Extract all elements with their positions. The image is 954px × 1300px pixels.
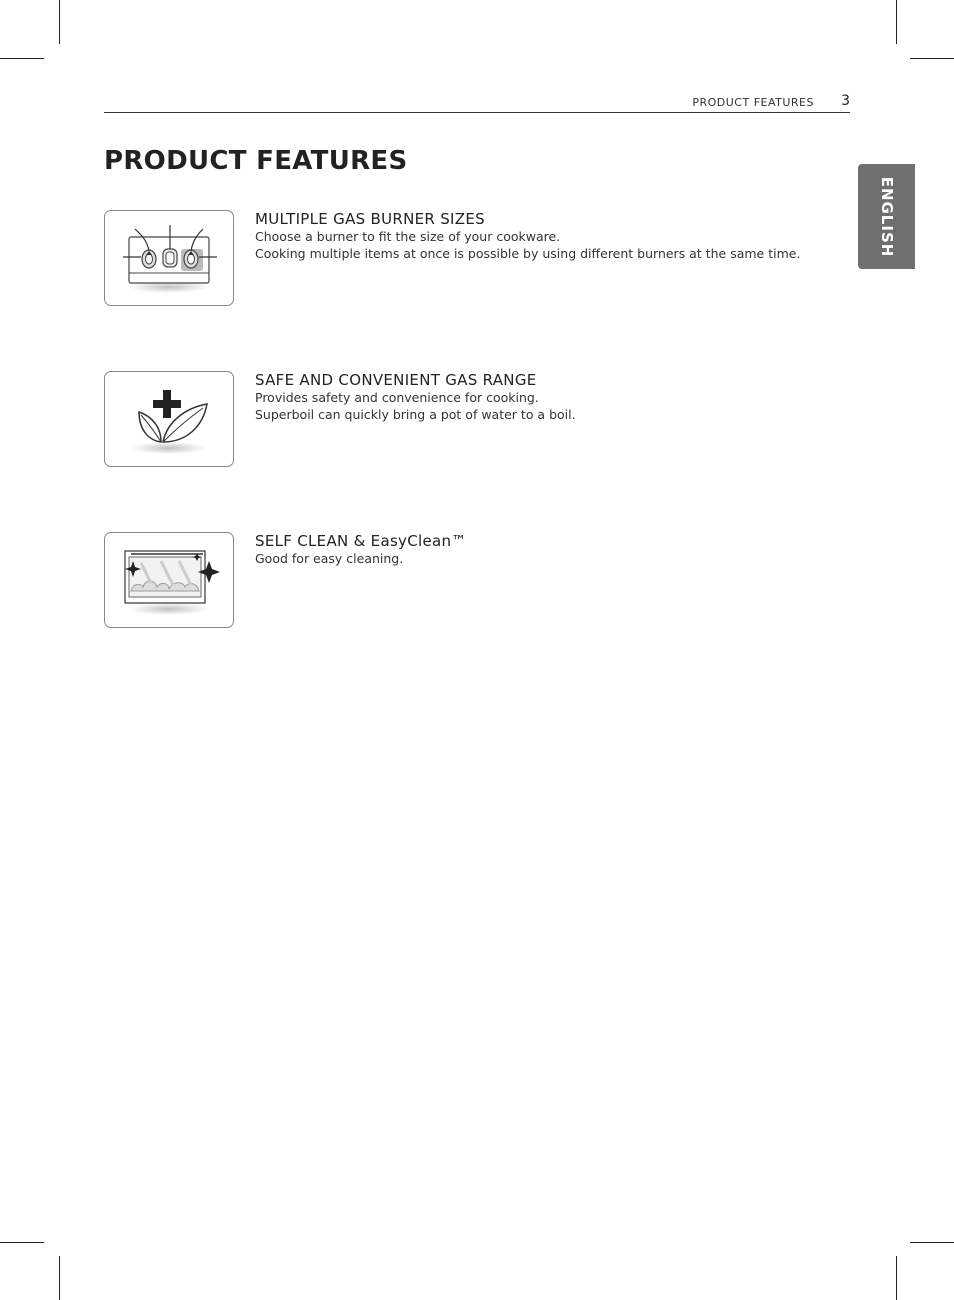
crop-mark [0,58,44,59]
crop-mark [910,1242,954,1243]
feature-description-line: Choose a burner to fit the size of your cookware. [255,229,561,244]
crop-mark [59,1256,60,1300]
leaf-plus-icon [104,371,234,467]
feature-item [104,532,844,628]
crop-mark [59,0,60,44]
feature-item [104,210,844,306]
crop-mark [910,58,954,59]
page-title: PRODUCT FEATURES [104,146,408,176]
feature-heading: SAFE AND CONVENIENT GAS RANGE [255,371,537,389]
feature-heading: SELF CLEAN & EasyClean™ [255,532,467,550]
page-number: 3 [841,93,850,109]
language-tab [858,164,915,269]
crop-mark [896,0,897,44]
running-header [104,94,850,113]
feature-description-line: Superboil can quickly bring a pot of water to a boil. [255,407,576,422]
crop-mark [0,1242,44,1243]
feature-heading: MULTIPLE GAS BURNER SIZES [255,210,485,228]
language-tab-label: ENGLISH [877,176,896,257]
feature-description-line: Provides safety and convenience for cooking. [255,390,539,405]
feature-item [104,371,844,467]
oven-clean-icon [104,532,234,628]
feature-description-line: Cooking multiple items at once is possible by using different burners at the same time. [255,246,801,261]
feature-description-line: Good for easy cleaning. [255,551,404,566]
running-title: PRODUCT FEATURES [692,96,814,109]
crop-mark [896,1256,897,1300]
gas-burner-icon [104,210,234,306]
